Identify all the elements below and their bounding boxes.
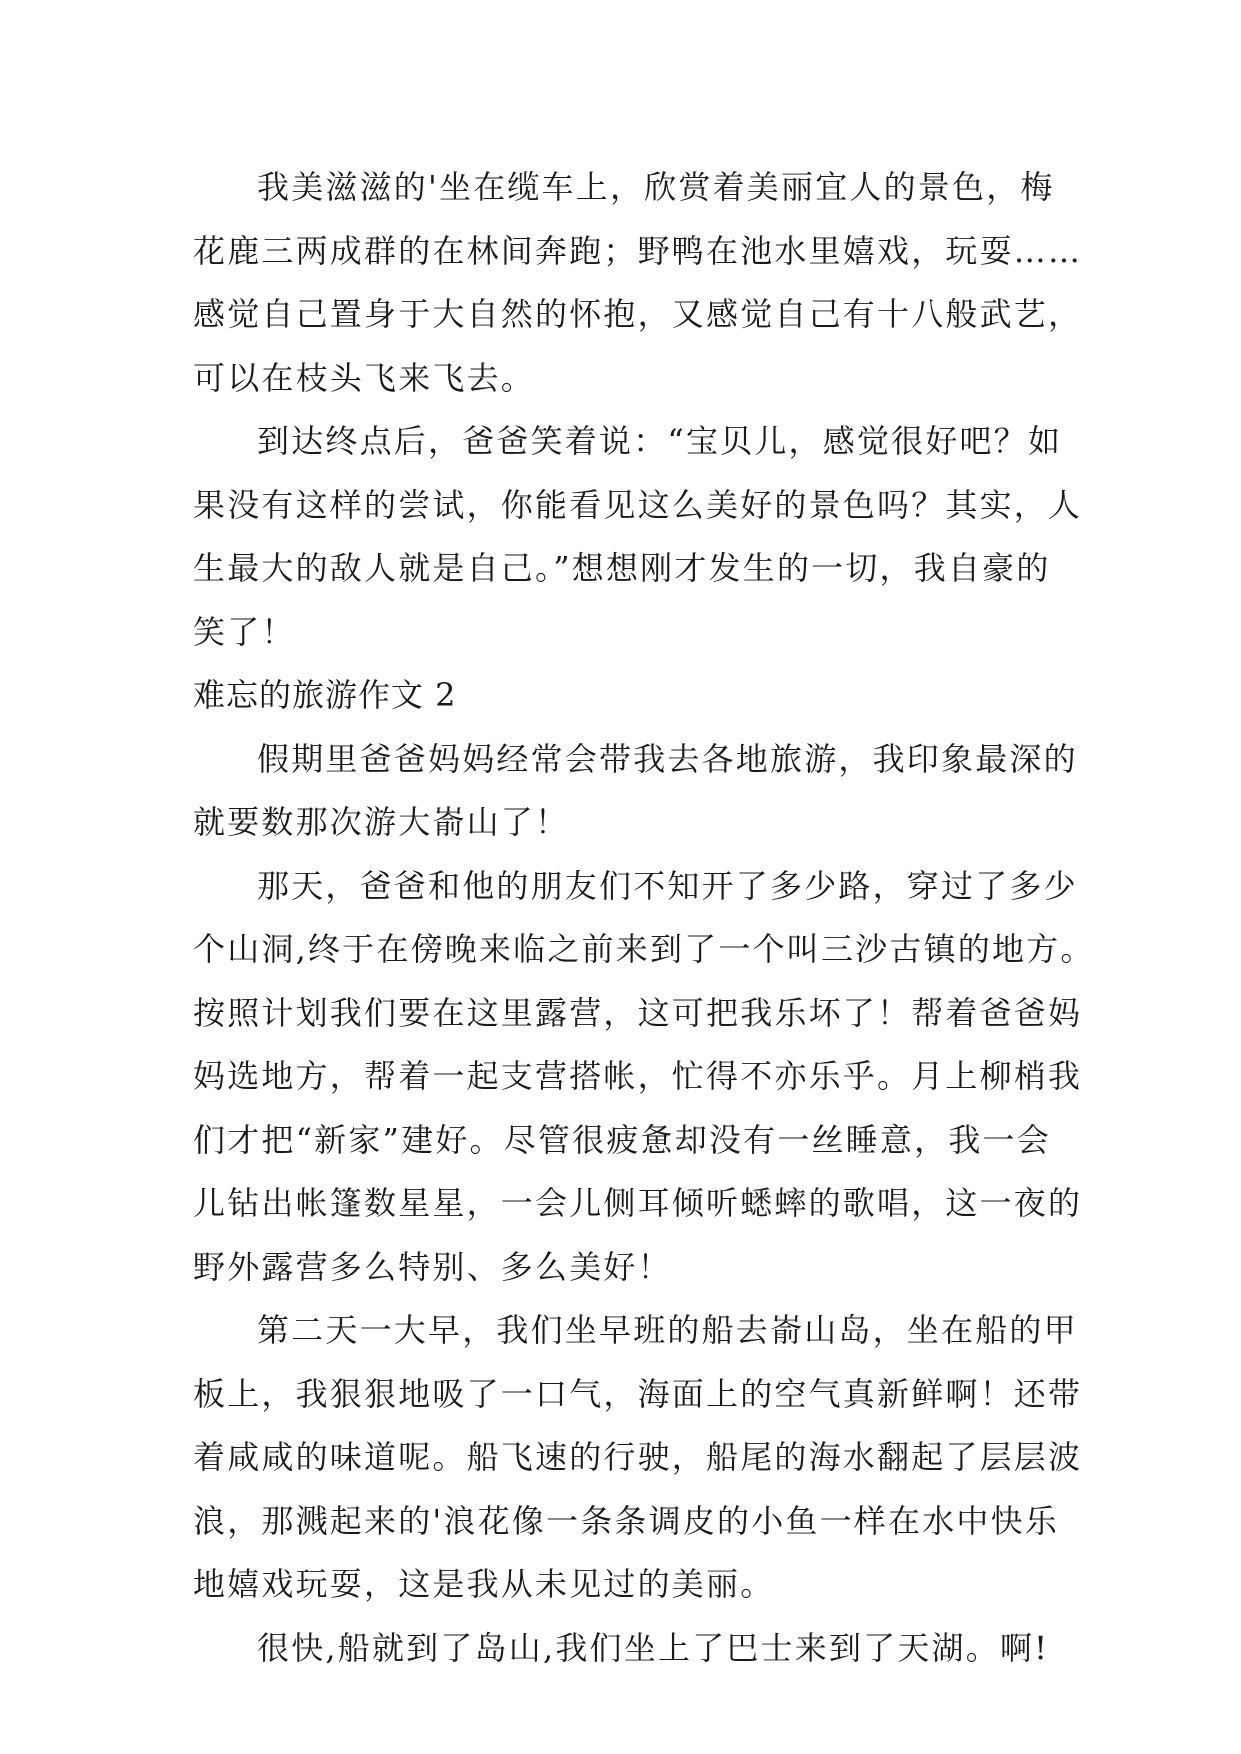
text-line: 地嬉戏玩耍，这是我从未见过的美丽。 (193, 1565, 775, 1603)
text-line: 我美滋滋的'坐在缆车上，欣赏着美丽宜人的景色，梅 (257, 168, 1055, 206)
text-line: 着咸咸的味道呢。船飞速的行驶，船尾的海水翻起了层层波 (193, 1438, 1083, 1476)
text-line: 假期里爸爸妈妈经常会带我去各地旅游，我印象最深的 (257, 739, 1078, 778)
text-line: 那天，爸爸和他的朋友们不知开了多少路，穿过了多少 (257, 866, 1078, 905)
text-line: 们才把“新家”建好。尽管很疲惫却没有一丝睡意，我一会 (193, 1120, 1051, 1159)
text-line: 花鹿三两成群的在林间奔跑；野鸭在池水里嬉戏，玩耍…… (193, 231, 1083, 270)
text-line: 个山洞,终于在傍晚来临之前来到了一个叫三沙古镇的地方。 (193, 930, 1095, 968)
text-line: 妈选地方，帮着一起支营搭帐，忙得不亦乐乎。月上柳梢我 (193, 1057, 1083, 1095)
text-line: 到达终点后，爸爸笑着说：“宝贝儿，感觉很好吧？如 (257, 422, 1063, 460)
paragraph-4 (193, 855, 1095, 1300)
text-line: 野外露营多么特别、多么美好！ (193, 1247, 672, 1286)
text-line: 第二天一大早，我们坐早班的船去嵛山岛，坐在船的甲 (257, 1311, 1078, 1349)
text-line: 儿钻出帐篷数星星，一会儿侧耳倾听蟋蟀的歌唱，这一夜的 (193, 1184, 1083, 1222)
text-line: 就要数那次游大嵛山了！ (193, 803, 570, 841)
document-body (193, 156, 1095, 1680)
text-line: 很快,船就到了岛山,我们坐上了巴士来到了天湖。啊! (257, 1628, 1050, 1667)
paragraph-1 (193, 156, 1083, 410)
paragraph-6 (193, 1617, 1063, 1681)
text-line: 按照计划我们要在这里露营，这可把我乐坏了！帮着爸爸妈 (193, 993, 1083, 1032)
text-line: 生最大的敌人就是自己。”想想刚才发生的一切，我自豪的 (193, 549, 1051, 587)
section-heading: 难忘的旅游作文 2 (193, 676, 457, 714)
text-line: 感觉自己置身于大自然的怀抱，又感觉自己有十八般武艺， (193, 295, 1083, 333)
paragraph-5 (193, 1299, 1083, 1617)
text-line: 板上，我狠狠地吸了一口气，海面上的空气真新鲜啊！还带 (193, 1374, 1083, 1413)
text-line: 可以在枝头飞来飞去。 (193, 358, 536, 397)
text-line: 笑了！ (193, 612, 296, 651)
paragraph-2 (193, 410, 1083, 664)
text-line: 果没有这样的尝试，你能看见这么美好的景色吗？其实，人 (193, 485, 1083, 524)
paragraph-3 (193, 728, 1078, 855)
text-line: 浪，那溅起来的'浪花像一条条调皮的小鱼一样在水中快乐 (193, 1501, 1059, 1540)
